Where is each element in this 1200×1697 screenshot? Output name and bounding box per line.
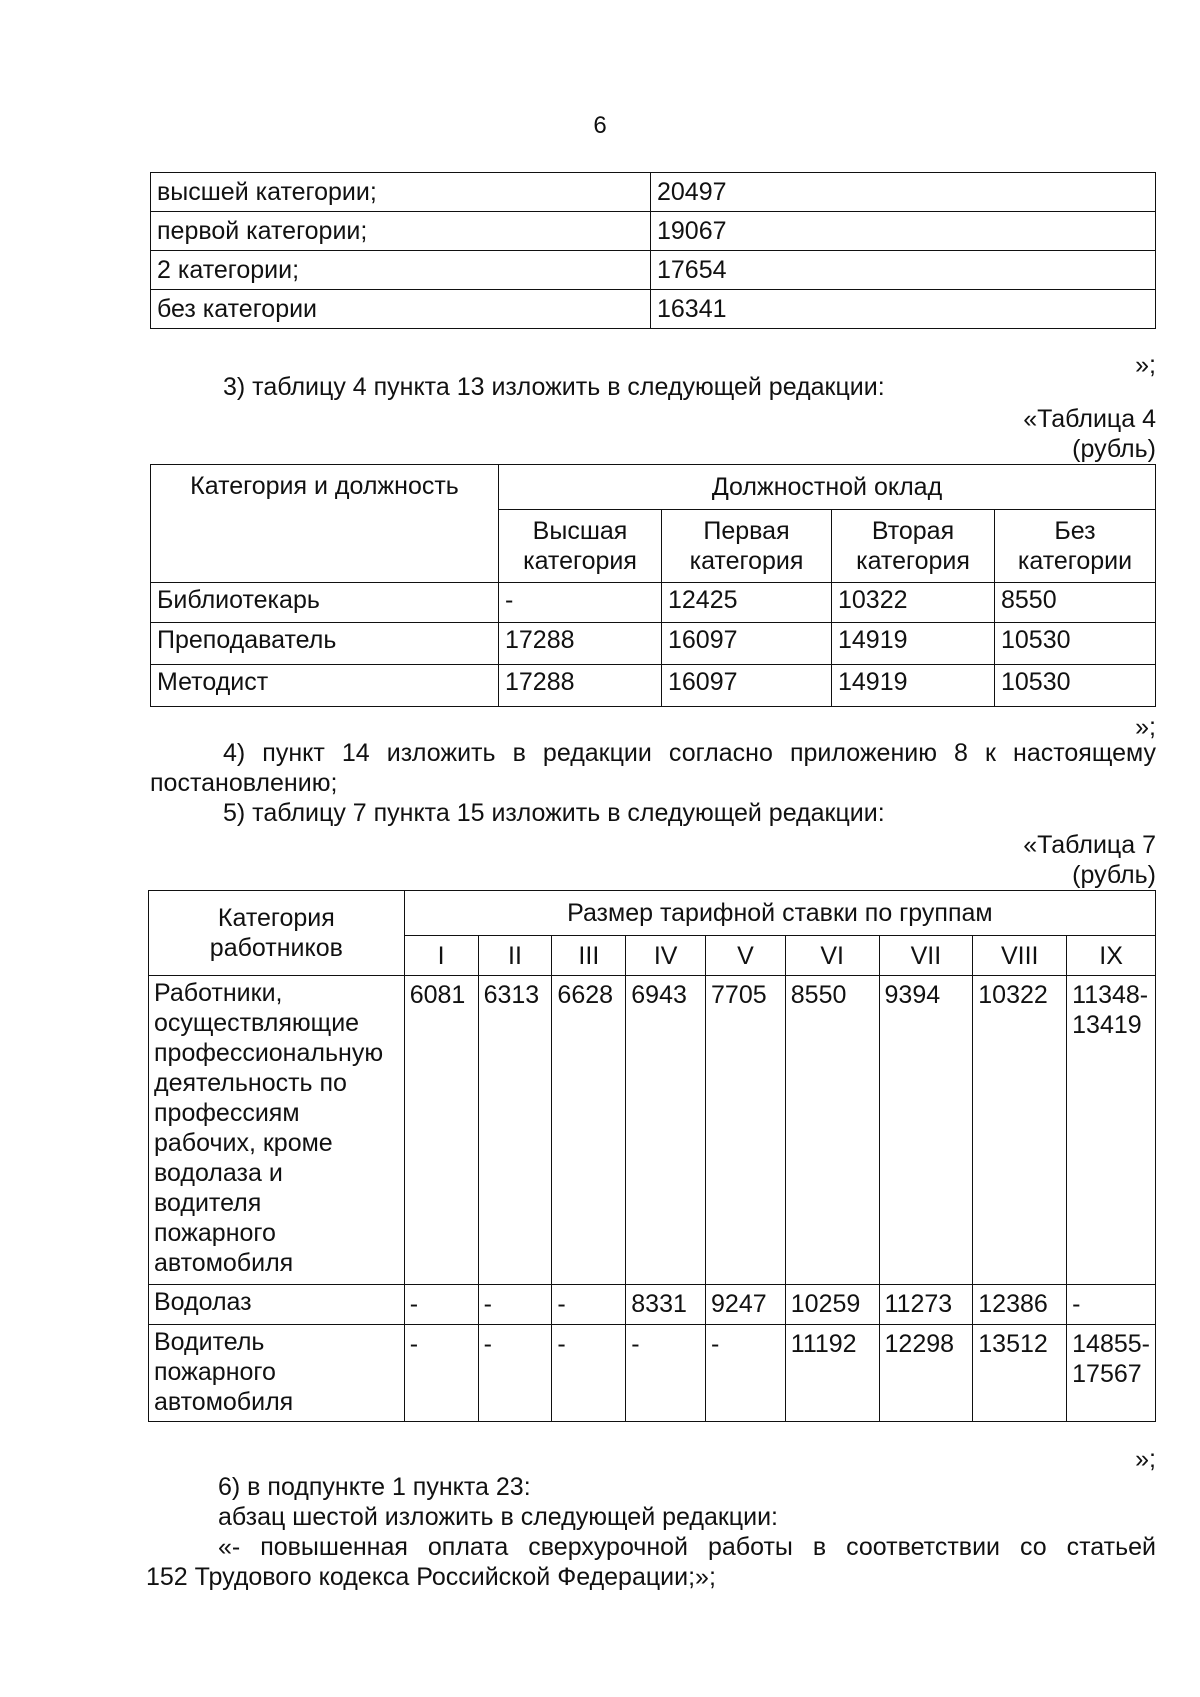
table-row: [149, 976, 1156, 1285]
salary-cell: 8550: [995, 583, 1156, 623]
header-first-category: Первая категория: [662, 510, 832, 583]
table-row: [151, 290, 1156, 329]
worker-category-name: Водитель пожарного автомобиля: [149, 1325, 405, 1422]
item3-text: 3) таблицу 4 пункта 13 изложить в следующей редакции:: [223, 373, 885, 401]
tariff-cell: 12298: [879, 1325, 973, 1422]
header-no-category: Без категории: [995, 510, 1156, 583]
worker-category-name: Водолаз: [149, 1285, 405, 1325]
tariff-cell: -: [1067, 1285, 1156, 1325]
table4-caption: «Таблица 4: [1023, 405, 1156, 433]
table-row: [149, 1285, 1156, 1325]
category-label: высшей категории;: [151, 173, 651, 212]
group-header: VI: [785, 936, 879, 976]
group-header: IV: [626, 936, 706, 976]
tariff-cell: 12386: [973, 1285, 1067, 1325]
tariff-cell: -: [706, 1325, 786, 1422]
tariff-cell: 11348- 13419: [1067, 976, 1156, 1285]
category-value: 16341: [651, 290, 1156, 329]
group-header: II: [478, 936, 552, 976]
tariff-cell: 6081: [404, 976, 478, 1285]
salary-cell: 10530: [995, 623, 1156, 665]
group-header: IX: [1067, 936, 1156, 976]
group-header: III: [552, 936, 626, 976]
table-row: [151, 583, 1156, 623]
table-row: [151, 665, 1156, 707]
salary-cell: 12425: [662, 583, 832, 623]
tariff-cell: -: [404, 1325, 478, 1422]
tariff-cell: 9247: [706, 1285, 786, 1325]
tariff-cell: 8331: [626, 1285, 706, 1325]
table-4: [150, 464, 1156, 707]
salary-cell: 10322: [832, 583, 995, 623]
group-header: VIII: [973, 936, 1067, 976]
tariff-cell: -: [626, 1325, 706, 1422]
table-header-row: [151, 465, 1156, 510]
salary-cell: 14919: [832, 623, 995, 665]
tariff-cell: -: [552, 1325, 626, 1422]
table7-caption: «Таблица 7: [1023, 831, 1156, 859]
header-tariff-groups: Размер тарифной ставки по группам: [404, 891, 1155, 936]
tariff-cell: -: [552, 1285, 626, 1325]
category-label: без категории: [151, 290, 651, 329]
header-salary: Должностной оклад: [499, 465, 1156, 510]
table-header-row: [149, 891, 1156, 936]
tariff-cell: 10259: [785, 1285, 879, 1325]
tariff-cell: 8550: [785, 976, 879, 1285]
tariff-cell: -: [404, 1285, 478, 1325]
item4-line1: 4) пункт 14 изложить в редакции согласно приложению 8 к настоящему: [223, 739, 1156, 767]
closing-quote: »;: [1135, 713, 1156, 741]
table-7: [148, 890, 1156, 1422]
tariff-cell: 14855- 17567: [1067, 1325, 1156, 1422]
page-number: 6: [593, 112, 607, 139]
worker-category-name: Работники, осуществляющие профессиональную деятельность по профессиям рабочих, кроме водолаза и водителя пожарного автомобиля: [149, 976, 405, 1285]
tariff-cell: 10322: [973, 976, 1067, 1285]
salary-cell: 17288: [499, 665, 662, 707]
header-second-category: Вторая категория: [832, 510, 995, 583]
salary-cell: 10530: [995, 665, 1156, 707]
tariff-cell: 6313: [478, 976, 552, 1285]
position-name: Преподаватель: [151, 623, 499, 665]
item6-line4: 152 Трудового кодекса Российской Федерации;»;: [146, 1563, 716, 1591]
item6-line3: «- повышенная оплата сверхурочной работы в соответствии со статьей: [218, 1533, 1156, 1561]
tariff-cell: -: [478, 1325, 552, 1422]
tariff-cell: 11192: [785, 1325, 879, 1422]
tariff-cell: 11273: [879, 1285, 973, 1325]
salary-cell: 16097: [662, 665, 832, 707]
item5-text: 5) таблицу 7 пункта 15 изложить в следующей редакции:: [223, 799, 885, 827]
header-worker-category: Категория работников: [149, 891, 405, 976]
salary-cell: -: [499, 583, 662, 623]
group-header: V: [706, 936, 786, 976]
salary-cell: 16097: [662, 623, 832, 665]
category-salary-table: [150, 172, 1156, 329]
item6-line1: 6) в подпункте 1 пункта 23:: [218, 1473, 531, 1501]
table-row: [149, 1325, 1156, 1422]
group-header: I: [404, 936, 478, 976]
tariff-cell: 7705: [706, 976, 786, 1285]
group-header: VII: [879, 936, 973, 976]
category-label: 2 категории;: [151, 251, 651, 290]
category-value: 19067: [651, 212, 1156, 251]
tariff-cell: 9394: [879, 976, 973, 1285]
category-label: первой категории;: [151, 212, 651, 251]
item6-line2: абзац шестой изложить в следующей редакции:: [218, 1503, 778, 1531]
salary-cell: 14919: [832, 665, 995, 707]
category-value: 20497: [651, 173, 1156, 212]
salary-cell: 17288: [499, 623, 662, 665]
tariff-cell: 6628: [552, 976, 626, 1285]
position-name: Методист: [151, 665, 499, 707]
closing-quote: »;: [1135, 1445, 1156, 1473]
tariff-cell: -: [478, 1285, 552, 1325]
table4-unit: (рубль): [1072, 435, 1156, 463]
header-category-position: Категория и должность: [151, 465, 499, 583]
table-row: [151, 173, 1156, 212]
closing-quote: »;: [1135, 351, 1156, 379]
header-highest-category: Высшая категория: [499, 510, 662, 583]
position-name: Библиотекарь: [151, 583, 499, 623]
table7-unit: (рубль): [1072, 861, 1156, 889]
table-row: [151, 623, 1156, 665]
table-row: [151, 212, 1156, 251]
tariff-cell: 6943: [626, 976, 706, 1285]
item4-line2: постановлению;: [150, 769, 338, 797]
table-row: [151, 251, 1156, 290]
category-value: 17654: [651, 251, 1156, 290]
tariff-cell: 13512: [973, 1325, 1067, 1422]
